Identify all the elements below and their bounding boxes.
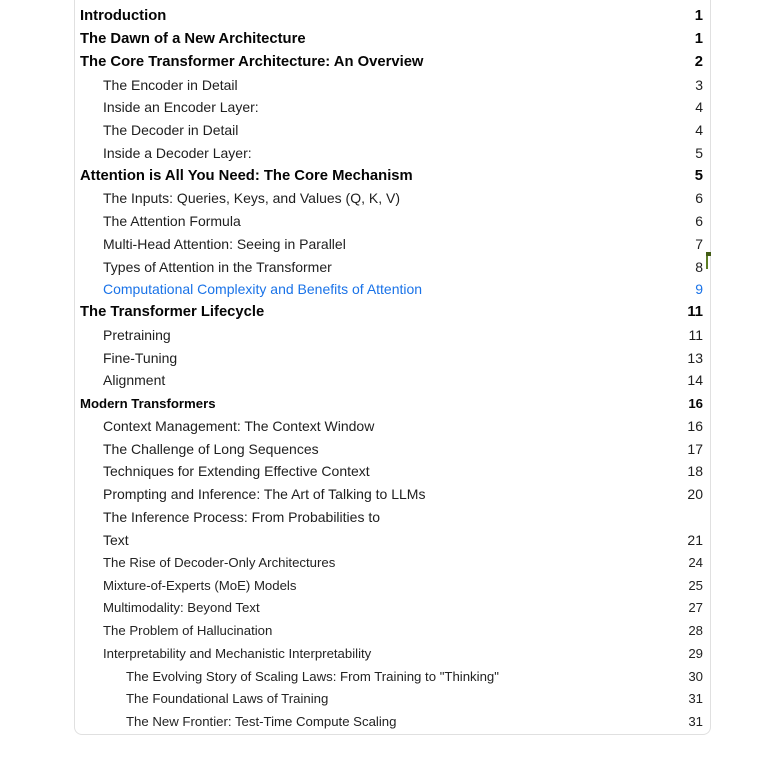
toc-entry-title: The Foundational Laws of Training bbox=[126, 691, 329, 707]
toc-page-number: 14 bbox=[687, 372, 703, 389]
toc-entry-title: Text bbox=[103, 531, 129, 548]
toc-page-number: 1 bbox=[694, 31, 703, 48]
toc-entry[interactable] bbox=[75, 233, 710, 256]
toc-entry[interactable] bbox=[75, 51, 710, 74]
toc-entry[interactable] bbox=[75, 528, 710, 551]
toc-entry-title: Fine-Tuning bbox=[103, 349, 178, 366]
toc-entry[interactable] bbox=[75, 597, 710, 620]
toc-page-number: 28 bbox=[688, 623, 703, 639]
toc-entry-title: Types of Attention in the Transformer bbox=[103, 258, 332, 275]
toc-page-number: 4 bbox=[695, 99, 703, 116]
toc-entry[interactable] bbox=[75, 346, 710, 369]
toc-entry[interactable] bbox=[75, 324, 710, 347]
toc-entry-title: The Evolving Story of Scaling Laws: From Training to "Thinking" bbox=[126, 668, 499, 684]
toc-entry[interactable] bbox=[75, 96, 710, 119]
toc-entry[interactable] bbox=[75, 119, 710, 142]
toc-page-number: 13 bbox=[687, 349, 703, 366]
toc-entry-title: Attention is All You Need: The Core Mechanism bbox=[80, 167, 413, 184]
toc-entry[interactable] bbox=[75, 574, 710, 597]
toc-entry[interactable] bbox=[75, 142, 710, 165]
toc-page-number: 18 bbox=[687, 463, 703, 480]
toc-page-number: 2 bbox=[694, 53, 703, 70]
toc-entry-title: Multi-Head Attention: Seeing in Parallel bbox=[103, 235, 346, 252]
toc-entry-title: The Dawn of a New Architecture bbox=[80, 31, 306, 48]
toc-entry-title: Interpretability and Mechanistic Interpretability bbox=[103, 645, 372, 661]
toc-entry-title: The Encoder in Detail bbox=[103, 76, 238, 93]
toc-page-number: 7 bbox=[695, 235, 703, 252]
toc-entry[interactable] bbox=[75, 688, 710, 711]
toc-entry[interactable] bbox=[75, 301, 710, 324]
toc-entry-title: Mixture-of-Experts (MoE) Models bbox=[103, 577, 297, 593]
toc-entry-title: Context Management: The Context Window bbox=[103, 417, 375, 434]
toc-page-number: 11 bbox=[687, 304, 703, 321]
toc-entry-title: Introduction bbox=[80, 8, 167, 25]
toc-entry[interactable] bbox=[75, 483, 710, 506]
toc-page-number: 5 bbox=[694, 167, 703, 184]
toc-entry[interactable] bbox=[75, 28, 710, 51]
toc-entry[interactable] bbox=[75, 460, 710, 483]
toc-entry[interactable] bbox=[75, 506, 710, 529]
toc-entry[interactable] bbox=[75, 710, 710, 733]
toc-page-number: 29 bbox=[688, 645, 703, 661]
toc-entry-link[interactable] bbox=[75, 278, 710, 301]
toc-entry-title: Multimodality: Beyond Text bbox=[103, 600, 260, 616]
collaborator-caret bbox=[706, 252, 708, 269]
toc-entry[interactable] bbox=[75, 665, 710, 688]
toc-entry-title: The Core Transformer Architecture: An Overview bbox=[80, 53, 424, 70]
toc-page-number: 3 bbox=[695, 76, 703, 93]
table-of-contents bbox=[74, 0, 711, 735]
toc-entry-title: The Transformer Lifecycle bbox=[80, 304, 265, 321]
toc-entry[interactable] bbox=[75, 551, 710, 574]
toc-entry-title: The New Frontier: Test-Time Compute Scaling bbox=[126, 714, 397, 730]
toc-page-number: 30 bbox=[688, 668, 703, 684]
toc-entry-title: The Challenge of Long Sequences bbox=[103, 440, 319, 457]
toc-entry[interactable] bbox=[75, 619, 710, 642]
toc-entry-title: Techniques for Extending Effective Context bbox=[103, 463, 370, 480]
toc-page-number: 27 bbox=[688, 600, 703, 616]
toc-page-number: 6 bbox=[695, 190, 703, 207]
toc-page-number: 31 bbox=[688, 714, 703, 730]
toc-page-number: 11 bbox=[688, 326, 703, 343]
toc-entry[interactable] bbox=[75, 415, 710, 438]
toc-entry[interactable] bbox=[75, 437, 710, 460]
toc-entry[interactable] bbox=[75, 164, 710, 187]
toc-entry[interactable] bbox=[75, 73, 710, 96]
toc-entry-title: The Attention Formula bbox=[103, 213, 241, 230]
toc-entry-title: The Decoder in Detail bbox=[103, 122, 239, 139]
toc-page-number: 5 bbox=[695, 144, 703, 161]
toc-page-number: 31 bbox=[688, 691, 703, 707]
toc-page-number: 1 bbox=[694, 8, 703, 25]
toc-entry[interactable] bbox=[75, 255, 710, 278]
toc-page-number: 17 bbox=[687, 440, 703, 457]
toc-entry-title: The Inference Process: From Probabilities to bbox=[103, 508, 381, 525]
toc-page-number: 16 bbox=[687, 417, 703, 434]
toc-entry-title: Alignment bbox=[103, 372, 166, 389]
toc-page-number: 16 bbox=[688, 395, 703, 411]
toc-page-number: 20 bbox=[687, 486, 703, 503]
toc-page-number: 24 bbox=[688, 554, 703, 570]
toc-entry[interactable] bbox=[75, 642, 710, 665]
toc-entry[interactable] bbox=[75, 369, 710, 392]
toc-entry-title: Prompting and Inference: The Art of Talking to LLMs bbox=[103, 486, 426, 503]
toc-page-number: 8 bbox=[681, 259, 703, 275]
toc-entry-title: The Problem of Hallucination bbox=[103, 623, 273, 639]
toc-entry[interactable] bbox=[75, 392, 710, 415]
toc-page-number: 6 bbox=[695, 213, 703, 230]
toc-entry-title: Inside an Encoder Layer: bbox=[103, 99, 259, 116]
toc-entry-title: The Inputs: Queries, Keys, and Values (Q, K, V) bbox=[103, 190, 400, 207]
toc-entry[interactable] bbox=[75, 210, 710, 233]
toc-entry-title: Computational Complexity and Benefits of Attention bbox=[103, 281, 423, 298]
toc-entry[interactable] bbox=[75, 187, 710, 210]
toc-page-number: 4 bbox=[695, 122, 703, 139]
toc-entry-title: Modern Transformers bbox=[80, 395, 216, 411]
toc-page-number: 25 bbox=[688, 577, 703, 593]
toc-page-number: 21 bbox=[687, 531, 703, 548]
toc-entry-title: The Rise of Decoder-Only Architectures bbox=[103, 554, 336, 570]
toc-entry[interactable] bbox=[75, 5, 710, 28]
toc-entry-title: Pretraining bbox=[103, 326, 171, 343]
toc-entry-title: Inside a Decoder Layer: bbox=[103, 144, 252, 161]
toc-page-number: 9 bbox=[695, 281, 703, 298]
